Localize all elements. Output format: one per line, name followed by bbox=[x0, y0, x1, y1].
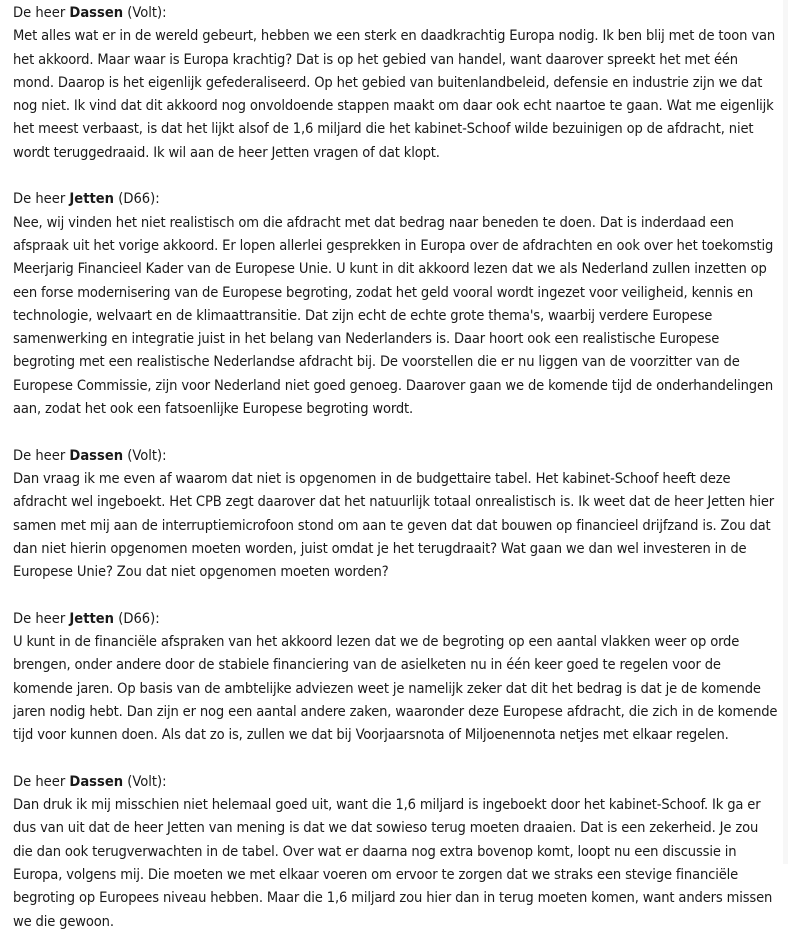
speaker-name: Dassen bbox=[69, 772, 124, 790]
speaker-title: De heer bbox=[13, 190, 66, 208]
speech-block bbox=[13, 187, 778, 420]
speaker-label bbox=[13, 187, 778, 210]
speech-block bbox=[13, 770, 778, 933]
speech-text: Met alles wat er in de wereld gebeurt, hebben we een sterk en daadkrachtig Europa nodig. Ik ben blij met de toon van het akkoord. Maar waar is Europa krachtig? Dat is op het gebied van handel, want daarover spreekt het met één mond. Daarop is het eigenlijk gefederaliseerd. Op het gebied van buitenlandbeleid, defensie en industrie zijn we dat nog niet. Ik vind dat dit akkoord nog onvoldoende stappen maakt om daar ook echt naartoe te gaan. Wat me eigenlijk het meest verbaast, is dat het lijkt alsof de 1,6 miljard die het kabinet-Schoof wilde bezuinigen op de afdracht, niet wordt teruggedraaid. Ik wil aan de heer Jetten vragen of dat klopt. bbox=[13, 27, 776, 161]
speaker-title: De heer bbox=[13, 609, 66, 627]
speaker-name: Dassen bbox=[69, 4, 124, 21]
speech-block bbox=[13, 444, 778, 584]
speaker-party: (D66): bbox=[118, 190, 160, 208]
speaker-name: Jetten bbox=[69, 609, 115, 627]
speaker-party: (Volt): bbox=[127, 446, 167, 464]
speaker-party: (Volt): bbox=[127, 772, 167, 790]
speaker-label bbox=[13, 770, 778, 793]
speaker-party: (Volt): bbox=[127, 4, 167, 21]
speech-text: Nee, wij vinden het niet realistisch om die afdracht met dat bedrag naar beneden te doen. Dat is inderdaad een afspraak uit het vorige akkoord. Er lopen allerlei gesprekken in Europa over de afdrachten en ook over het toekomstig Meerjarig Financieel Kader van de Europese Unie. U kunt in dit akkoord lezen dat we als Nederland zullen inzetten op een forse modernisering van de Europese begroting, zodat het geld vooral wordt ingezet voor veiligheid, kennis en technologie, welvaart en de klimaattransitie. Dat zijn echt de echte grote thema's, waarbij verdere Europese samenwerking en integratie juist in het belang van Nederlanders is. Daar hoort ook een realistische Europese begroting met een realistische Nederlandse afdracht bij. De voorstellen die er nu liggen van de voorzitter van de Europese Commissie, zijn voor Nederland niet goed genoeg. Daarover gaan we de komende tijd de onderhandelingen aan, zodat het ook een fatsoenlijke Europese begroting wordt. bbox=[13, 213, 774, 418]
speech-block bbox=[13, 607, 778, 747]
speaker-title: De heer bbox=[13, 772, 66, 790]
speaker-title: De heer bbox=[13, 446, 66, 464]
speaker-label bbox=[13, 607, 778, 630]
speaker-name: Jetten bbox=[69, 190, 115, 208]
speaker-party: (D66): bbox=[118, 609, 160, 627]
speech-text: Dan vraag ik me even af waarom dat niet is opgenomen in de budgettaire tabel. Het kabinet-Schoof heeft deze afdracht wel ingeboekt. Het CPB zegt daarover dat het natuurlijk totaal onrealistisch is. Ik weet dat de heer Jetten hier samen met mij aan de interruptiemicrofoon stond om aan te geven dat dat bouwen op financieel drijfzand is. Zou dat dan niet hierin opgenomen moeten worden, juist omdat je het terugdraait? Wat gaan we dan wel investeren in de Europese Unie? Zou dat niet opgenomen moeten worden? bbox=[13, 469, 775, 581]
speaker-title: De heer bbox=[13, 4, 66, 21]
speech-block bbox=[13, 1, 778, 164]
speaker-label bbox=[13, 444, 778, 467]
speech-text: Dan druk ik mij misschien niet helemaal goed uit, want die 1,6 miljard is ingeboekt door het kabinet-Schoof. Ik ga er dus van uit dat de heer Jetten van mening is dat we dat sowieso terug moeten draaien. Dat is een zekerheid. Je zou die dan ook terugverwachten in de tabel. Over wat er daarna nog extra bovenop komt, loopt nu een discussie in Europa, volgens mij. Die moeten we met elkaar voeren om ervoor te zorgen dat we straks een stevige financiële begroting op Europees niveau hebben. Maar die 1,6 miljard zou hier dan in terug moeten komen, want anders missen we die gewoon. bbox=[13, 796, 773, 930]
debate-transcript bbox=[0, 1, 778, 933]
speaker-label bbox=[13, 1, 778, 24]
speaker-name: Dassen bbox=[69, 446, 124, 464]
speech-text: U kunt in de financiële afspraken van het akkoord lezen dat we de begroting op een aantal vlakken weer op orde brengen, onder andere door de stabiele financiering van de asielketen nu in één keer goed te regelen voor de komende jaren. Op basis van de ambtelijke adviezen weet je namelijk zeker dat dit het bedrag is dat je de komende jaren nodig hebt. Dan zijn er nog een aantal andere zaken, waaronder deze Europese afdracht, die zich in de komende tijd voor kunnen doen. Als dat zo is, zullen we dat bij Voorjaarsnota of Miljoenennota netjes met elkaar regelen. bbox=[13, 633, 778, 744]
